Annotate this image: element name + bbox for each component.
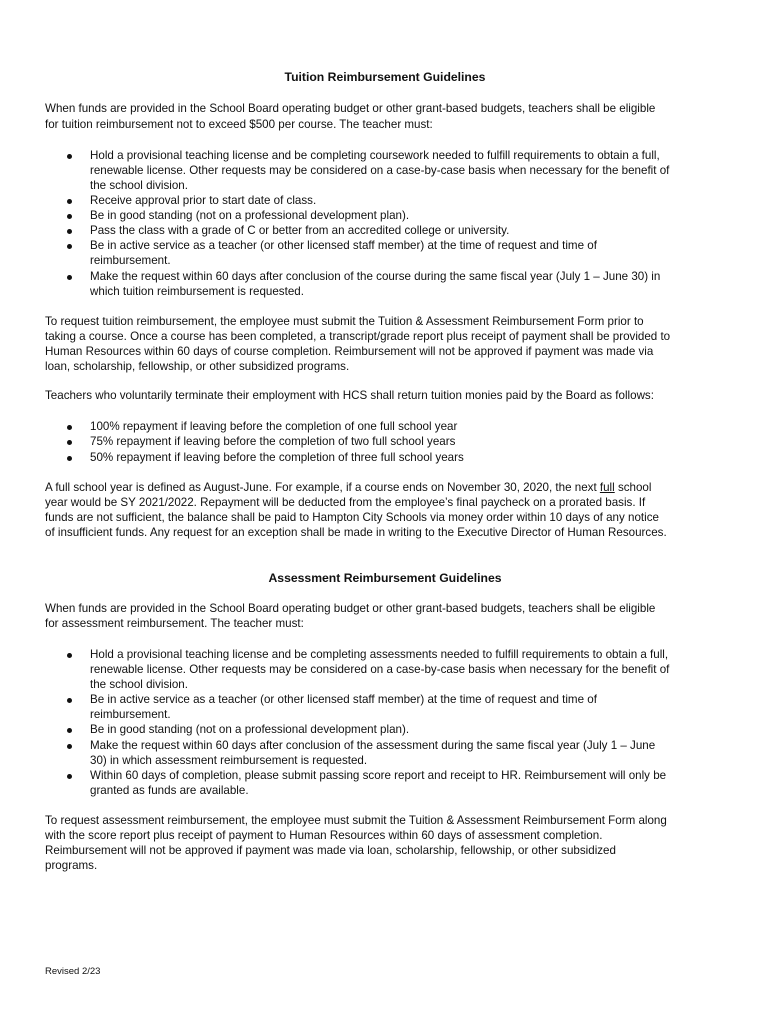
bullet-icon: [67, 214, 72, 219]
tuition-requirement: which tuition reimbursement is requested.: [90, 285, 304, 298]
tuition-request-line: loan, scholarship, fellowship, or other subsidized programs.: [45, 360, 350, 373]
bullet-icon: [67, 244, 72, 249]
repayment-item: 100% repayment if leaving before the completion of one full school year: [90, 420, 458, 433]
assessment-title: Assessment Reimbursement Guidelines: [268, 571, 502, 585]
school-year-line: [45, 480, 651, 495]
school-year-text: A full school year is defined as August-June. For example, if a course ends on November 30, 2020, the next: [45, 481, 600, 494]
bullet-icon: [67, 774, 72, 779]
tuition-requirement: Be in good standing (not on a professional development plan).: [90, 209, 410, 222]
bullet-icon: [67, 199, 72, 204]
tuition-requirement: Be in active service as a teacher (or other licensed staff member) at the time of request and time of: [90, 239, 597, 252]
assessment-requirement: Within 60 days of completion, please submit passing score report and receipt to HR. Reimbursement will only be: [90, 769, 667, 782]
tuition-requirement: reimbursement.: [90, 254, 171, 267]
bullet-icon: [67, 154, 72, 159]
tuition-request-line: Human Resources within 60 days of course completion. Reimbursement will not be approved if payment was made via: [45, 345, 654, 358]
assessment-request-line: programs.: [45, 859, 98, 872]
assessment-requirement: granted as funds are available.: [90, 784, 249, 797]
tuition-intro-line: for tuition reimbursement not to exceed $500 per course. The teacher must:: [45, 118, 433, 131]
tuition-intro-line: When funds are provided in the School Board operating budget or other grant-based budgets, teachers shall be eligible: [45, 102, 656, 115]
tuition-request-line: To request tuition reimbursement, the employee must submit the Tuition & Assessment Reimbursement Form prior to: [45, 315, 644, 328]
tuition-request-line: taking a course. Once a course has been completed, a transcript/grade report plus receipt of payment shall be provided to: [45, 330, 671, 343]
assessment-requirement: the school division.: [90, 678, 188, 691]
underlined-full: full: [599, 481, 615, 494]
assessment-requirement: Hold a provisional teaching license and be completing assessments needed to fulfill requirements to obtain a full,: [90, 648, 669, 661]
tuition-requirement: renewable license. Other requests may be considered on a case-by-case basis when necessary for the benefit of: [90, 164, 670, 177]
assessment-intro-line: for assessment reimbursement. The teacher must:: [45, 617, 304, 630]
bullet-icon: [67, 456, 72, 461]
school-year-text: school: [614, 481, 652, 494]
bullet-icon: [67, 275, 72, 280]
bullet-icon: [67, 698, 72, 703]
assessment-request-line: with the score report plus receipt of payment to Human Resources within 60 days of assessment completion.: [45, 829, 603, 842]
assessment-intro-line: When funds are provided in the School Board operating budget or other grant-based budgets, teachers shall be eligible: [45, 602, 656, 615]
assessment-requirement: Be in active service as a teacher (or other licensed staff member) at the time of request and time of: [90, 693, 597, 706]
assessment-requirement: renewable license. Other requests may be considered on a case-by-case basis when necessary for the benefit of: [90, 663, 670, 676]
tuition-requirement: Make the request within 60 days after conclusion of the course during the same fiscal year (July 1 – June 30) in: [90, 270, 661, 283]
tuition-requirement: Hold a provisional teaching license and be completing coursework needed to fulfill requirements to obtain a full,: [90, 149, 660, 162]
tuition-requirement: the school division.: [90, 179, 188, 192]
assessment-request-line: Reimbursement will not be approved if payment was made via loan, scholarship, fellowship, or other subsidized: [45, 844, 616, 857]
bullet-icon: [67, 744, 72, 749]
bullet-icon: [67, 440, 72, 445]
tuition-requirement: Receive approval prior to start date of class.: [90, 194, 317, 207]
school-year-line: of insufficient funds. Any request for an exception shall be made in writing to the Executive Director of Human Resources.: [45, 526, 667, 539]
terminate-intro: Teachers who voluntarily terminate their employment with HCS shall return tuition monies paid by the Board as follows:: [45, 389, 654, 402]
school-year-line: year would be SY 2021/2022. Repayment will be deducted from the employee’s final paycheck on a prorated basis. If: [45, 496, 646, 509]
bullet-icon: [67, 728, 72, 733]
bullet-icon: [67, 653, 72, 658]
revision-footer: Revised 2/23: [45, 966, 101, 977]
assessment-requirement: 30) in which assessment reimbursement is requested.: [90, 754, 368, 767]
school-year-line: funds are not sufficient, the balance shall be paid to Hampton City Schools via money order within 10 days of any notice: [45, 511, 659, 524]
assessment-request-line: To request assessment reimbursement, the employee must submit the Tuition & Assessment Reimbursement Form along: [45, 814, 667, 827]
repayment-item: 50% repayment if leaving before the completion of three full school years: [90, 451, 464, 464]
assessment-requirement: reimbursement.: [90, 708, 171, 721]
repayment-item: 75% repayment if leaving before the completion of two full school years: [90, 435, 456, 448]
assessment-requirement: Be in good standing (not on a professional development plan).: [90, 723, 410, 736]
tuition-requirement: Pass the class with a grade of C or better from an accredited college or university.: [90, 224, 510, 237]
bullet-icon: [67, 229, 72, 234]
assessment-requirement: Make the request within 60 days after conclusion of the assessment during the same fiscal year (July 1 – June: [90, 739, 656, 752]
tuition-title: Tuition Reimbursement Guidelines: [284, 70, 486, 84]
bullet-icon: [67, 425, 72, 430]
